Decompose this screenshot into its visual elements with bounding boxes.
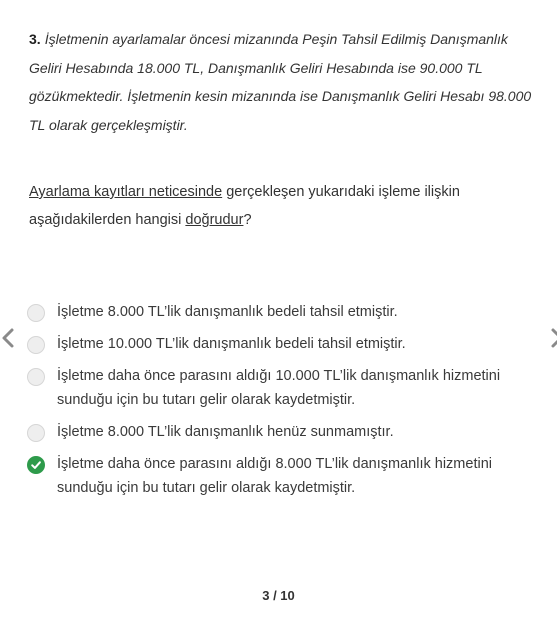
check-icon <box>30 459 42 471</box>
prompt-question-mark: ? <box>243 212 252 228</box>
radio-button-selected[interactable] <box>27 456 45 474</box>
answer-option-1[interactable] <box>27 303 527 324</box>
question-prompt <box>29 178 534 234</box>
radio-button[interactable] <box>27 368 45 386</box>
answer-option-2[interactable] <box>27 335 527 356</box>
chevron-left-icon[interactable] <box>0 327 16 349</box>
question-text: İşletmenin ayarlamalar öncesi mizanında Peşin Tahsil Edilmiş Danışmanlık Geliri Hesabında 18.000 TL, Danışmanlık Geliri Hesabında ise 90.000 TL gözükmektedir. İşletmenin kesin mizanında ise Danışmanlık Geliri Hesabı 98.000 TL olarak gerçekleşmiştir. <box>29 31 532 133</box>
answer-options <box>27 303 527 511</box>
answer-option-5[interactable] <box>27 455 527 500</box>
question-number: 3. <box>29 31 41 47</box>
answer-option-label: İşletme 8.000 TL’lik danışmanlık henüz sunmamıştır. <box>57 424 394 440</box>
answer-option-label: İşletme 10.000 TL’lik danışmanlık bedeli tahsil etmiştir. <box>57 336 406 352</box>
answer-option-4[interactable] <box>27 423 527 444</box>
radio-button[interactable] <box>27 424 45 442</box>
prompt-underlined-keyword: doğrudur <box>185 212 244 228</box>
prompt-text: gerçekleşen yukarıdaki işleme ilişkin aşağıdakilerden hangisi <box>29 184 460 228</box>
answer-option-3[interactable] <box>27 367 527 412</box>
question-text-block <box>29 25 534 139</box>
radio-button[interactable] <box>27 304 45 322</box>
answer-option-label: İşletme 8.000 TL’lik danışmanlık bedeli tahsil etmiştir. <box>57 304 398 320</box>
chevron-right-icon[interactable] <box>549 327 557 349</box>
radio-button[interactable] <box>27 336 45 354</box>
answer-option-label: İşletme daha önce parasını aldığı 8.000 TL’lik danışmanlık hizmetini sunduğu için bu tutarı gelir olarak kaydetmiştir. <box>57 456 492 496</box>
answer-option-label: İşletme daha önce parasını aldığı 10.000 TL’lik danışmanlık hizmetini sunduğu için bu tutarı gelir olarak kaydetmiştir. <box>57 368 501 408</box>
prompt-underlined-phrase: Ayarlama kayıtları neticesinde <box>29 184 223 200</box>
page-indicator: 3 / 10 <box>262 588 295 603</box>
